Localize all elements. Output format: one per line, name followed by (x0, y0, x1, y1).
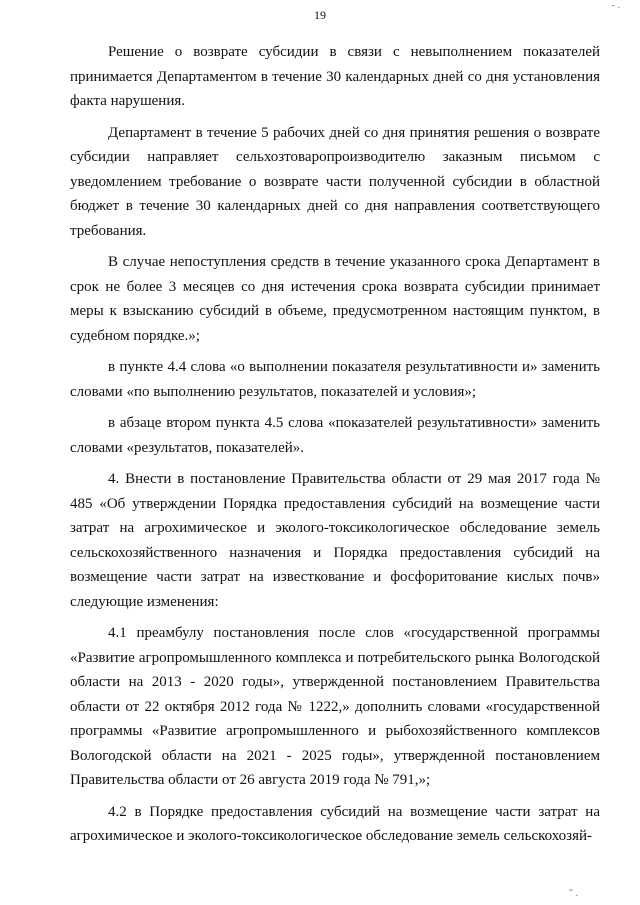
paragraph-refund-decision: Решение о возврате субсидии в связи с невыполнением показателей принимается Департаментом в течение 30 календарных дней со дня установления факта нарушения. (70, 44, 600, 109)
page-number: 19 (314, 8, 326, 22)
paragraph-item-4: 4. Внести в постановление Правительства области от 29 мая 2017 года № 485 «Об утверждении Порядка предоставления субсидий на возмещение части затрат на агрохимическое и эколого-токсикологическое обследование земель сельскохозяйственного назначения и Порядка предоставления субсидий на возмещение части затрат на известкование и фосфоритование кислых почв» следующие изменения: (70, 471, 600, 610)
paragraph-clause-4-5: в абзаце втором пункта 4.5 слова «показателей результативности» заменить словами «результатов, показателей». (70, 415, 600, 456)
paragraph-item-4-1: 4.1 преамбулу постановления после слов «государственной программы «Развитие агропромышленного комплекса и потребительского рынка Вологодской области на 2013 - 2020 годы», утвержденной постановлением Правительства области от 22 октября 2012 года № 1222,» дополнить словами «государственной программы «Развитие агропромышленного и рыбохозяйственного комплексов Вологодской области на 2021 - 2025 годы», утвержденной постановлением Правительства области от 26 августа 2019 года № 791,»; (70, 625, 600, 788)
paragraph-clause-4-4: в пункте 4.4 слова «о выполнении показателя результативности и» заменить словами «по выполнению результатов, показателей и условия»; (70, 359, 600, 400)
paragraph-refund-notice: Департамент в течение 5 рабочих дней со дня принятия решения о возврате субсидии направляет сельхозтоваропроизводителю заказным письмом с уведомлением требование о возврате части полученной субсидии в областной бюджет в течение 30 календарных дней со дня направления соответствующего требования. (70, 124, 600, 239)
paragraph-court-recovery: В случае непоступления средств в течение указанного срока Департамент в срок не более 3 месяцев со дня истечения срока возврата субсидии принимает меры к взысканию субсидий в объеме, предусмотренном настоящим пунктом, в судебном порядке.»; (70, 254, 600, 344)
bottom-mark: " . (568, 888, 578, 899)
paragraph-item-4-2: 4.2 в Порядке предоставления субсидий на возмещение части затрат на агрохимическое и эколого-токсикологическое обследование земель сельскохозяй- (70, 803, 600, 844)
document-body (70, 40, 600, 856)
corner-mark: - . (611, 0, 620, 11)
